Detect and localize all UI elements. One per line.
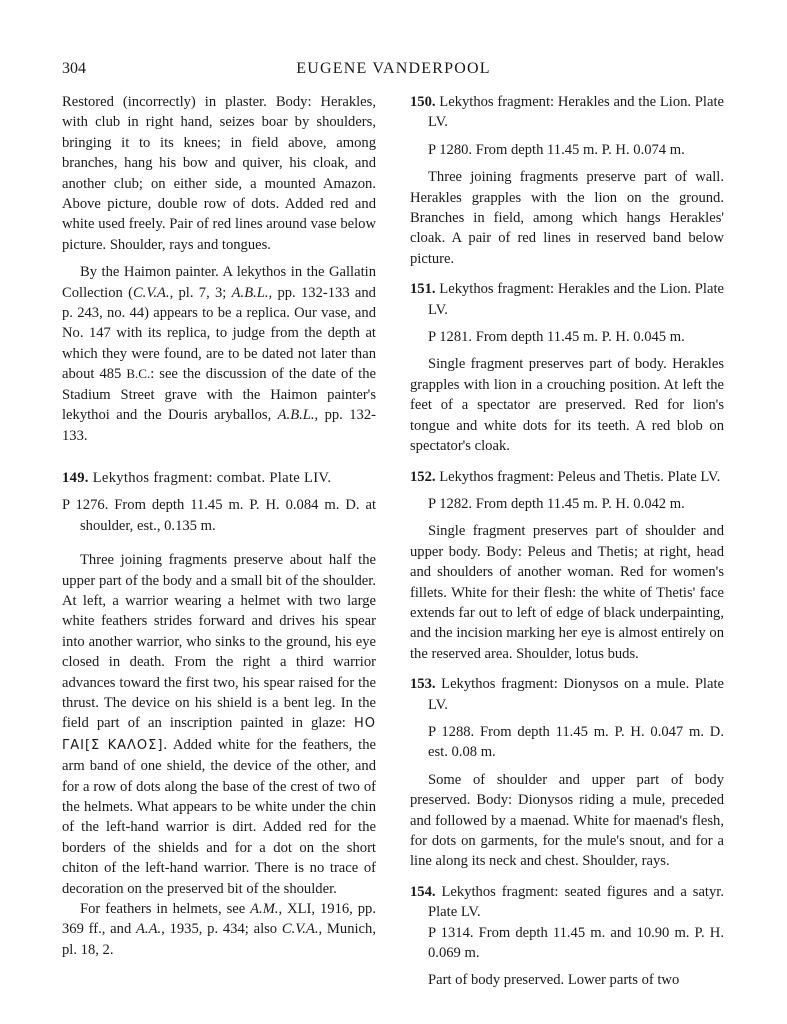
entry-153-description: Some of shoulder and upper part of body preserved. Body: Dionysos riding a mule, preceded and followed by a maenad. White for maenad's flesh, for dots on garments, for the mule's snout, and for a line along its neck and chest. Shoulder, rays. <box>410 771 724 870</box>
entry-151-heading: 151. Lekythos fragment: Herakles and the Lion. Plate LV. <box>410 281 724 318</box>
entry-154-heading: 154. Lekythos fragment: seated figures and a satyr. Plate LV. <box>410 883 724 921</box>
paragraph-attribution: By the Haimon painter. A lekythos in the Gallatin Collection (C.V.A., pl. 7, 3; A.B.L., pp. 132-133 and p. 243, no. 44) appears to be a replica. Our vase, and No. 147 with its replica, to judge from the depth at which they were found, are to be dated not later than about 485 B.C.: see the discussion of the date of the Stadium Street grave with the Haimon painter's lekythoi and the Douris aryballos, A.B.L., pp. 132-133. <box>62 264 376 444</box>
inscription: HO ΓΑΙ[Σ ΚΑΛΟΣ] <box>62 716 376 753</box>
entry-153-meta: P 1288. From depth 11.45 m. P. H. 0.047 m. D. est. 0.08 m. <box>428 723 724 761</box>
running-title: EUGENE VANDERPOOL <box>296 60 491 77</box>
right-column <box>410 92 724 991</box>
entry-149-heading: 149. Lekythos fragment: combat. Plate LIV. <box>62 469 332 486</box>
left-column <box>62 92 376 960</box>
entry-149-meta: P 1276. From depth 11.45 m. P. H. 0.084 m. D. at shoulder, est., 0.135 m. <box>62 497 376 534</box>
entry-154-meta: P 1314. From depth 11.45 m. and 10.90 m. P. H. 0.069 m. <box>428 924 724 962</box>
entry-150-heading: 150. Lekythos fragment: Herakles and the Lion. Plate LV. <box>410 94 724 131</box>
entry-152-meta: P 1282. From depth 11.45 m. P. H. 0.042 m. <box>428 495 685 512</box>
page-number: 304 <box>62 60 86 77</box>
entry-151-meta: P 1281. From depth 11.45 m. P. H. 0.045 m. <box>428 329 685 346</box>
entry-153-heading: 153. Lekythos fragment: Dionysos on a mule. Plate LV. <box>410 676 725 713</box>
entry-151-description: Single fragment preserves part of body. Herakles grapples with lion in a crouching position. At left the feet of a spectator are preserved. Red for lion's tongue and white dots for its teeth. A red blob on spectator's cloak. <box>410 356 724 455</box>
entry-150-meta: P 1280. From depth 11.45 m. P. H. 0.074 m. <box>428 141 685 158</box>
entry-149-description: Three joining fragments preserve about half the upper part of the body and a small bit of the shoulder. At left, a warrior wearing a helmet with two large white feathers strides forward and drives his spear into another warrior, who sinks to the ground, his eye closed in death. From the right a third warrior advances toward the first two, his spear raised for the thrust. The device on his shield is a bent leg. In the field part of an inscription painted in glaze: HO ΓΑΙ[Σ ΚΑΛΟΣ]. Added white for the feathers, the arm band of one shield, the device of the other, and for a row of dots along the base of the crest of two of the helmets. What appears to be white under the chin of the left-hand warrior is dirt. Added red for the borders of the shields and for a dot on the short chiton of the left-hand warrior. There is no trace of decoration on the preserved bit of the shoulder. <box>62 552 377 897</box>
entry-152-heading: 152. Lekythos fragment: Peleus and Thetis. Plate LV. <box>410 468 721 485</box>
paragraph-continued: Restored (incorrectly) in plaster. Body: Herakles, with club in right hand, seizes boar by shoulders, bringing it to its knees; in field above, among branches, hang his bow and quiver, his cloak, and another club; on either side, a mounted Amazon. Above picture, double row of dots. Added red and white used freely. Pair of red lines around vase below picture. Shoulder, rays and tongues. <box>62 94 376 253</box>
entry-149-references: For feathers in helmets, see A.M., XLI, 1916, pp. 369 ff., and A.A., 1935, p. 434; also C.V.A., Munich, pl. 18, 2. <box>62 901 376 958</box>
entry-152-description: Single fragment preserves part of shoulder and upper body. Body: Peleus and Thetis; at right, head and shoulders of another woman. Red for women's fillets. White for their flesh: the white of Thetis' face extends far out to left of edge of black underpainting, and the incision marking her eye is almost entirely on the reserved area. Shoulder, lotus buds. <box>410 523 724 662</box>
entry-154-description: Part of body preserved. Lower parts of two <box>428 972 680 989</box>
entry-150-description: Three joining fragments preserve part of wall. Herakles grapples with the lion on the ground. Branches in field, among which hangs Herakles' cloak. A pair of red lines in reserved band below picture. <box>410 169 724 267</box>
